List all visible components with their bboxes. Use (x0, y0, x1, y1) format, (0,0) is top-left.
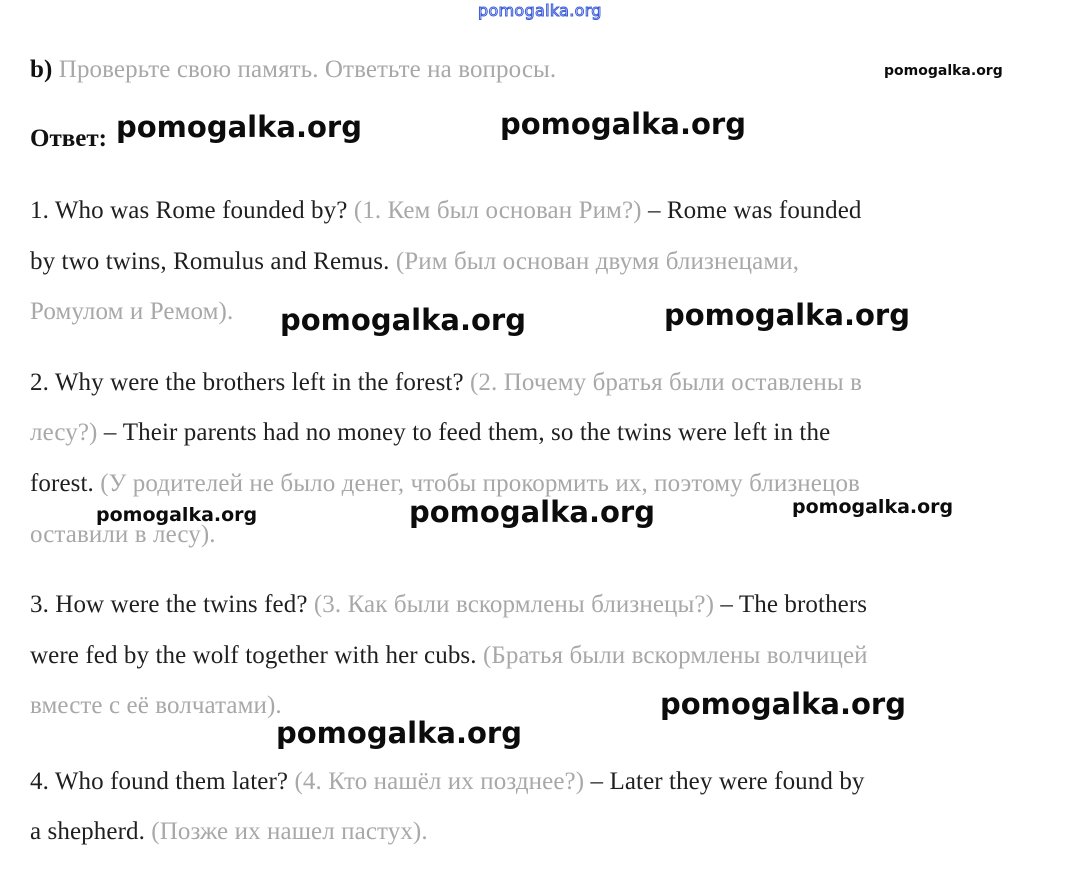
answer-4-line-2 (30, 817, 428, 847)
english-text: 4. Who found them later? (30, 768, 295, 795)
task-instruction: Проверьте свою память. Ответьте на вопросы. (58, 56, 557, 83)
watermark: pomogalka.org (276, 716, 522, 750)
russian-translation: (Братья были вскормлены волчицей (482, 642, 868, 669)
task-instruction-line (30, 55, 556, 85)
english-text: a shepherd. (30, 818, 152, 845)
english-text: – Later they were found by (584, 768, 865, 795)
english-text: by two twins, Romulus and Remus. (30, 248, 396, 275)
answer-1-line-3 (30, 297, 233, 327)
watermark: pomogalka.org (96, 504, 258, 526)
watermark: pomogalka.org (500, 107, 746, 141)
russian-translation: лесу?) (30, 419, 98, 446)
answer-3-line-3 (30, 691, 282, 721)
russian-translation: (У родителей не было денег, чтобы прокормить их, поэтому близнецов (100, 470, 860, 497)
answer-label: Ответ: (30, 125, 107, 152)
answer-2-line-1 (30, 368, 862, 398)
russian-translation: (4. Кто нашёл их позднее?) (294, 768, 585, 795)
russian-translation: (Рим был основан двумя близнецами, (395, 248, 800, 275)
english-text: forest. (30, 470, 101, 497)
russian-translation: (2. Почему братья были оставлены в (470, 369, 863, 396)
russian-translation: (3. Как были вскормлены близнецы?) (313, 591, 715, 618)
watermark: pomogalka.org (409, 495, 655, 529)
watermark: pomogalka.org (660, 687, 906, 721)
answer-3-line-2 (30, 641, 868, 671)
watermark: pomogalka.org (116, 110, 362, 144)
english-text: were fed by the wolf together with her cubs. (30, 642, 483, 669)
watermark: pomogalka.org (792, 496, 954, 518)
english-text: – The brothers (714, 591, 868, 618)
answer-2-line-2 (30, 418, 830, 448)
watermark: pomogalka.org (884, 63, 1003, 79)
answer-4-line-1 (30, 767, 865, 797)
russian-translation: (Позже их нашел пастух). (151, 818, 428, 845)
watermark: pomogalka.org (664, 298, 910, 332)
task-letter: b) (30, 56, 53, 83)
english-text: – Rome was founded (641, 197, 862, 224)
header-watermark: pomogalka.org (478, 1, 602, 20)
english-text: – Their parents had no money to feed them, so the twins were left in the (97, 419, 831, 446)
english-text: 3. How were the twins fed? (30, 591, 314, 618)
russian-translation: оставили в лесу). (30, 521, 216, 548)
watermark: pomogalka.org (280, 303, 526, 337)
english-text: 1. Who was Rome founded by? (30, 197, 354, 224)
russian-translation: вместе с её волчатами). (30, 692, 282, 719)
answer-1-line-1 (30, 196, 862, 226)
english-text: 2. Why were the brothers left in the forest? (30, 369, 470, 396)
russian-translation: (1. Кем был основан Рим?) (353, 197, 642, 224)
answer-1-line-2 (30, 247, 799, 277)
russian-translation: Ромулом и Ремом). (30, 298, 234, 325)
answer-3-line-1 (30, 590, 867, 620)
